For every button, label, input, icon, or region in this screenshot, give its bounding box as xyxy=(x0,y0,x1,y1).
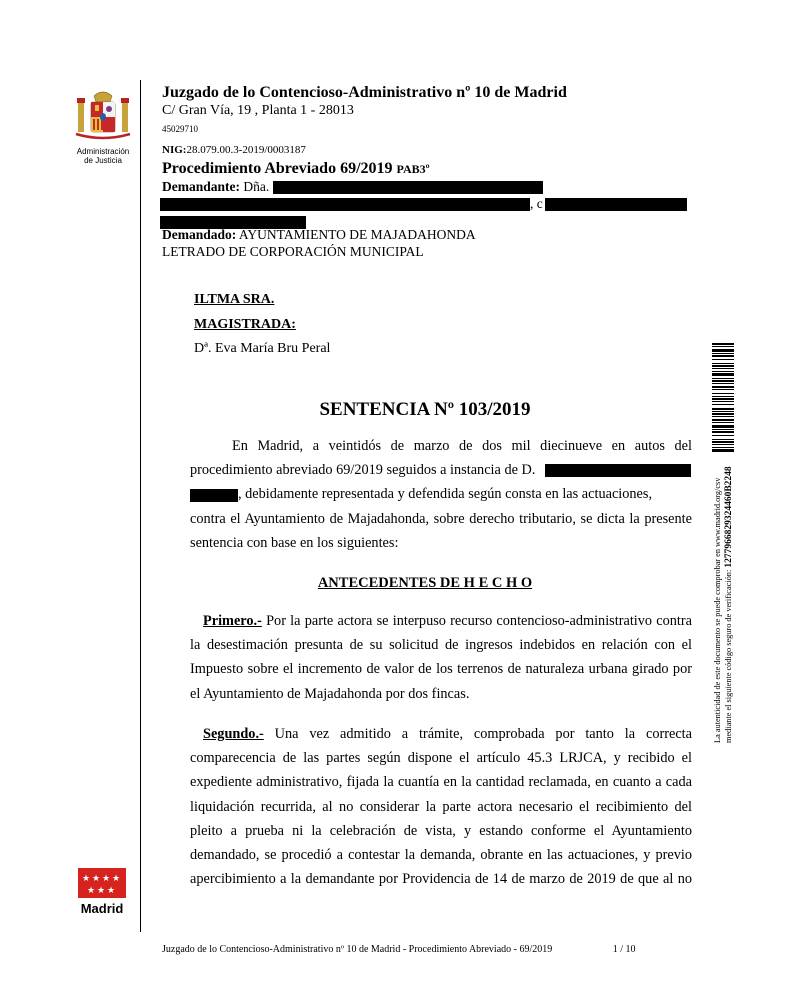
procedure-suffix: PAB3º xyxy=(396,162,430,176)
primero-line xyxy=(190,609,692,633)
verification-prefix: mediante el siguiente código seguro de verificación: xyxy=(724,569,733,743)
primero-line: la desestimación presunta de su solicitud de ingresos indebidos en relación con el xyxy=(190,637,692,654)
intro-line: En Madrid, a veintidós de marzo de dos mil diecinueve en autos del xyxy=(232,438,692,454)
verification-code: 1277966829324460B2248 xyxy=(724,466,734,568)
region-name: Madrid xyxy=(80,901,124,916)
segundo-label: Segundo.- xyxy=(203,726,264,742)
redacted-name xyxy=(190,489,238,502)
ministry-line2: de Justicia xyxy=(84,156,122,165)
intro-text: procedimiento abreviado 69/2019 seguidos a instancia de D. xyxy=(190,462,536,479)
ministry-line1: Administración xyxy=(76,147,130,156)
procedure xyxy=(162,160,430,178)
plaintiff-label: Demandante: xyxy=(162,179,240,194)
judge-title2: MAGISTRADA: xyxy=(194,317,296,332)
footer xyxy=(162,944,636,955)
intro-paragraph xyxy=(190,434,692,555)
segundo-paragraph xyxy=(190,722,692,891)
margin-rule xyxy=(140,80,141,932)
defendant xyxy=(162,227,476,243)
svg-text:★: ★ xyxy=(97,886,106,896)
stars-icon xyxy=(78,868,126,898)
intro-line xyxy=(190,482,692,506)
intro-text: , debidamente representada y defendida según consta en las actuaciones, xyxy=(238,486,653,503)
redacted-name xyxy=(273,181,543,194)
verification-sidebar xyxy=(712,463,748,743)
segundo-line xyxy=(190,722,692,746)
judge-name: Dª. Eva María Bru Peral xyxy=(194,341,331,356)
svg-text:★: ★ xyxy=(102,874,111,884)
primero-line: Impuesto sobre el incremento de valor de los terrenos de naturaleza urbana girado por xyxy=(190,661,692,678)
svg-text:★: ★ xyxy=(112,874,121,884)
segundo-line: pleito a prueba ni la celebración de vista, y estando conforme el Ayuntamiento xyxy=(190,822,692,839)
verification-line2 xyxy=(723,463,735,743)
defendant-label: Demandado: xyxy=(162,227,237,242)
madrid-flag xyxy=(78,868,126,898)
segundo-line: apercibimiento a la demandante por Providencia de 14 de marzo de 2019 de que al no xyxy=(190,871,692,888)
court-code: 45029710 xyxy=(162,124,198,134)
plaintiff xyxy=(162,179,543,195)
sentence-title: SENTENCIA Nº 103/2019 xyxy=(319,399,531,420)
segundo-text: Una vez admitido a trámite, comprobada por tanto la correcta xyxy=(274,726,692,742)
segundo-line: expediente administrativo, fijada la cuantía en la cantidad reclamada, en cuanto a cada xyxy=(190,774,692,791)
plaintiff-sep: , c xyxy=(530,196,543,211)
plaintiff-prefix: Dña. xyxy=(243,179,270,194)
nig xyxy=(162,144,306,156)
verification-line1: La autenticidad de este documento se puede comprobar en www.madrid.org/csv xyxy=(713,477,722,743)
redacted-block xyxy=(545,198,687,211)
court-address: C/ Gran Vía, 19 , Planta 1 - 28013 xyxy=(162,103,354,118)
svg-text:★: ★ xyxy=(82,874,91,884)
nig-value: 28.079.00.3-2019/0003187 xyxy=(186,144,306,156)
svg-text:★: ★ xyxy=(87,886,96,896)
primero-text: Por la parte actora se interpuso recurso contencioso-administrativo contra xyxy=(266,613,692,629)
nig-label: NIG: xyxy=(162,144,187,156)
primero-line: el Ayuntamiento de Majadahonda por dos fincas. xyxy=(190,685,470,702)
madrid-region-logo xyxy=(78,868,126,920)
primero-paragraph xyxy=(190,609,692,706)
svg-text:★: ★ xyxy=(107,886,116,896)
segundo-line: demandado, se procedió a contestar la demanda, obrante en las actuaciones, y previo xyxy=(190,847,692,864)
verification-text xyxy=(712,463,735,743)
coat-of-arms-icon xyxy=(74,90,132,142)
procedure-title: Procedimiento Abreviado 69/2019 xyxy=(162,160,393,177)
defendant-lawyer: LETRADO DE CORPORACIÓN MUNICIPAL xyxy=(162,244,424,259)
court-name: Juzgado de lo Contencioso-Administrativo nº 10 de Madrid xyxy=(162,84,567,101)
svg-text:★: ★ xyxy=(92,874,101,884)
primero-label: Primero.- xyxy=(203,613,262,629)
verification-barcode xyxy=(712,343,734,453)
intro-line xyxy=(190,458,692,482)
segundo-line: liquidación recurrida, al no considerar la parte actora necesario el recibimiento del xyxy=(190,798,692,815)
redacted-name xyxy=(545,464,691,477)
coat-of-arms-logo xyxy=(74,90,132,166)
defendant-value: AYUNTAMIENTO DE MAJADAHONDA xyxy=(238,227,476,242)
barcode-icon xyxy=(712,343,734,453)
segundo-line: comparecencia de las partes según dispone el artículo 45.3 LRJCA, y recibido el xyxy=(190,750,692,767)
intro-line: sentencia con base en los siguientes: xyxy=(190,534,399,551)
judge-title1: ILTMA SRA. xyxy=(194,292,275,307)
page-number: 1 / 10 xyxy=(612,944,636,955)
intro-line: contra el Ayuntamiento de Majadahonda, sobre derecho tributario, se dicta la presente xyxy=(190,510,692,527)
section-title: ANTECEDENTES DE H E C H O xyxy=(317,575,533,591)
redacted-block xyxy=(160,198,530,211)
footer-text: Juzgado de lo Contencioso-Administrativo nº 10 de Madrid - Procedimiento Abreviado - 69/2019 xyxy=(162,944,553,955)
plaintiff-line2 xyxy=(160,196,687,212)
